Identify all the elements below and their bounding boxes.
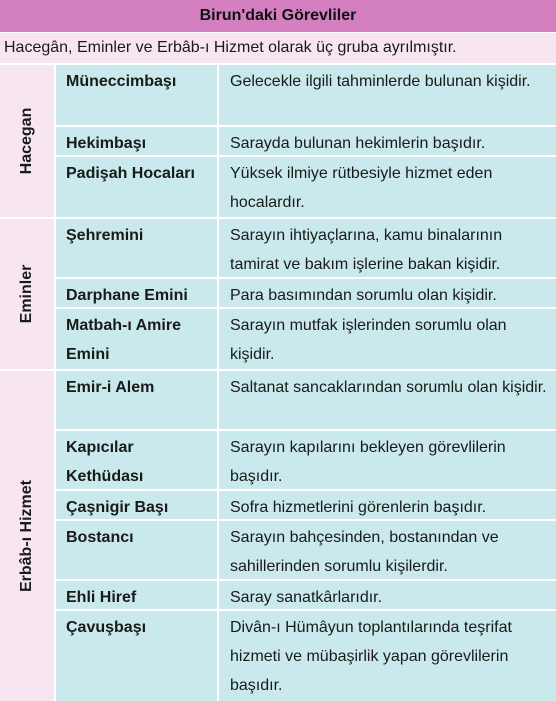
- role-description: Divân-ı Hümâyun toplantılarında teşrifat hizmeti ve mübaşirlik yapan görevlilerin başıdır.: [230, 619, 512, 694]
- table-row: [54, 279, 556, 309]
- table-row: [54, 581, 556, 611]
- group-rows: [54, 219, 556, 369]
- role-title: Matbah-ı Amire Emini: [54, 309, 219, 369]
- table-row: [54, 219, 556, 279]
- role-description: Sarayın mutfak işlerinden sorumlu olan kişidir.: [230, 317, 507, 363]
- intro-text: Hacegân, Eminler ve Erbâb-ı Hizmet olarak üç gruba ayrılmıştır.: [0, 33, 556, 63]
- role-description: Saray sanatkârlarıdır.: [230, 589, 383, 606]
- role-title: Darphane Emini: [54, 279, 219, 307]
- table-row: [54, 157, 556, 217]
- group-rows: [54, 65, 556, 217]
- table-row: [54, 371, 556, 431]
- role-title: Hekimbaşı: [54, 127, 219, 155]
- role-description: Sofra hizmetlerini görenlerin başıdır.: [230, 499, 487, 516]
- table-row: [54, 491, 556, 521]
- table-header: [0, 0, 556, 33]
- group-eminler: [0, 217, 556, 369]
- group-rows: [54, 371, 556, 701]
- role-title: Şehremini: [54, 219, 219, 277]
- role-description: Para basımından sorumlu olan kişidir.: [230, 287, 497, 304]
- role-description: Sarayda bulunan hekimlerin başıdır.: [230, 135, 486, 152]
- role-title: Müneccimbaşı: [54, 65, 219, 125]
- role-title: Padişah Hocaları: [54, 157, 219, 217]
- table-title: Birun'daki Görevliler: [199, 7, 357, 24]
- table-row: [54, 431, 556, 491]
- group-label-cell: [0, 219, 54, 369]
- group-label: Hacegan: [18, 107, 35, 175]
- role-title: Bostancı: [54, 521, 219, 579]
- role-description: Sarayın ihtiyaçlarına, kamu binalarının tamirat ve bakım işlerine bakan kişidir.: [230, 227, 503, 273]
- role-title: Emir-i Alem: [54, 371, 219, 429]
- table-row: [54, 309, 556, 369]
- role-description: Saltanat sancaklarından sorumlu olan kişidir.: [230, 379, 547, 396]
- role-title: Çaşnigir Başı: [54, 491, 219, 519]
- role-title: Çavuşbaşı: [54, 611, 219, 701]
- table-row: [54, 65, 556, 127]
- role-description: Gelecekle ilgili tahminlerde bulunan kişidir.: [230, 73, 531, 90]
- table-row: [54, 127, 556, 157]
- group-label-cell: [0, 371, 54, 701]
- group-label-cell: [0, 65, 54, 217]
- role-title: Ehli Hiref: [54, 581, 219, 609]
- group-hacegan: [0, 63, 556, 217]
- table-row: [54, 611, 556, 701]
- group-erbab-i-hizmet: [0, 369, 556, 701]
- role-description: Sarayın bahçesinden, bostanından ve sahillerinden sorumlu kişilerdir.: [230, 529, 499, 575]
- role-description: Sarayın kapılarını bekleyen görevlilerin başıdır.: [230, 439, 506, 485]
- table-row: [54, 521, 556, 581]
- role-description: Yüksek ilmiye rütbesiyle hizmet eden hocalardır.: [230, 165, 493, 211]
- group-label: Erbâb-ı Hizmet: [18, 479, 35, 593]
- role-title: Kapıcılar Kethüdası: [54, 431, 219, 489]
- group-label: Eminler: [18, 264, 35, 324]
